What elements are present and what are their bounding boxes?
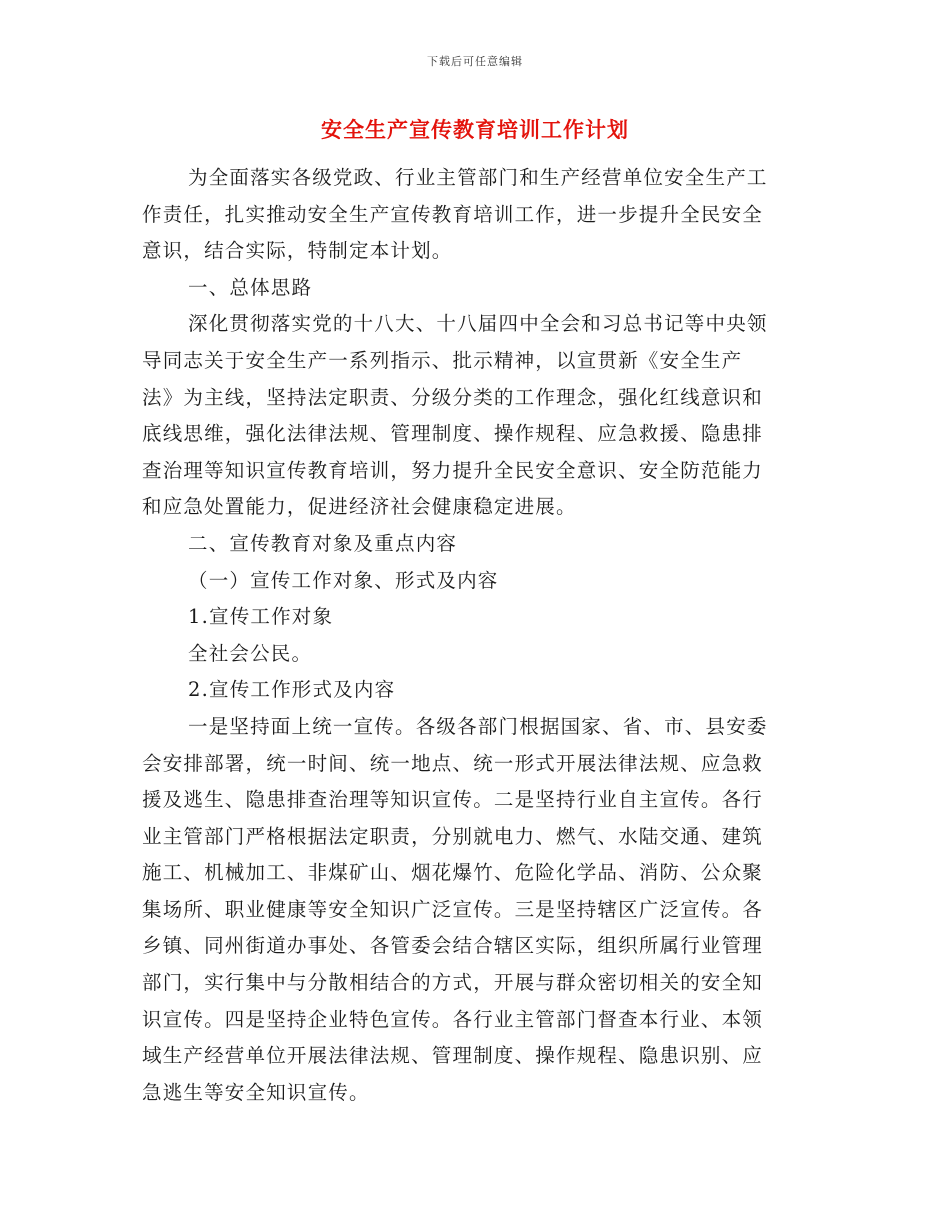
text-line: 一、总体思路 — [188, 275, 313, 299]
document-body — [142, 160, 810, 1111]
text-line: 查治理等知识宣传教育培训，努力提升全民安全意识、安全防范能力 — [142, 458, 764, 482]
text-line: 作责任，扎实推动安全生产宣传教育培训工作，进一步提升全民安全 — [142, 202, 764, 226]
document-title: 安全生产宣传教育培训工作计划 — [321, 118, 629, 142]
text-line: 和应急处置能力，促进经济社会健康稳定进展。 — [142, 495, 577, 519]
text-line: 援及逃生、隐患排查治理等知识宣传。二是坚持行业自主宣传。各行 — [142, 788, 764, 812]
text-line: 为全面落实各级党政、行业主管部门和生产经营单位安全生产工 — [188, 166, 768, 189]
text-line: 全社会公民。 — [188, 641, 313, 665]
text-line: 识宣传。四是坚持企业特色宣传。各行业主管部门督查本行业、本领 — [142, 1007, 764, 1031]
text-line: 部门，实行集中与分散相结合的方式，开展与群众密切相关的安全知 — [142, 971, 764, 995]
text-line: 急逃生等安全知识宣传。 — [142, 1080, 370, 1104]
header-note: 下载后可任意编辑 — [427, 55, 523, 68]
text-line: 二、宣传教育对象及重点内容 — [188, 531, 458, 555]
text-line: 业主管部门严格根据法定职责，分别就电力、燃气、水陆交通、建筑 — [142, 824, 764, 848]
text-line: 集场所、职业健康等安全知识广泛宣传。三是坚持辖区广泛宣传。各 — [142, 897, 764, 921]
text-line: 法》为主线，坚持法定职责、分级分类的工作理念，强化红线意识和 — [142, 385, 764, 409]
text-line: 意识，结合实际，特制定本计划。 — [142, 239, 453, 263]
text-line: 1.宣传工作对象 — [188, 605, 334, 629]
text-line: （一）宣传工作对象、形式及内容 — [188, 568, 499, 592]
text-line: 深化贯彻落实党的十八大、十八届四中全会和习总书记等中央领 — [188, 312, 768, 336]
text-line: 导同志关于安全生产一系列指示、批示精神，以宣贯新《安全生产 — [142, 348, 743, 372]
text-line: 会安排部署，统一时间、统一地点、统一形式开展法律法规、应急救 — [142, 751, 764, 775]
text-line: 域生产经营单位开展法律法规、管理制度、操作规程、隐患识别、应 — [142, 1044, 764, 1068]
text-line: 2.宣传工作形式及内容 — [188, 678, 396, 702]
text-line: 底线思维，强化法律法规、管理制度、操作规程、应急救援、隐患排 — [142, 422, 764, 446]
text-line: 乡镇、同州街道办事处、各管委会结合辖区实际，组织所属行业管理 — [142, 934, 764, 958]
text-line: 施工、机械加工、非煤矿山、烟花爆竹、危险化学品、消防、公众聚 — [142, 861, 764, 885]
text-line: 一是坚持面上统一宣传。各级各部门根据国家、省、市、县安委 — [188, 714, 768, 738]
